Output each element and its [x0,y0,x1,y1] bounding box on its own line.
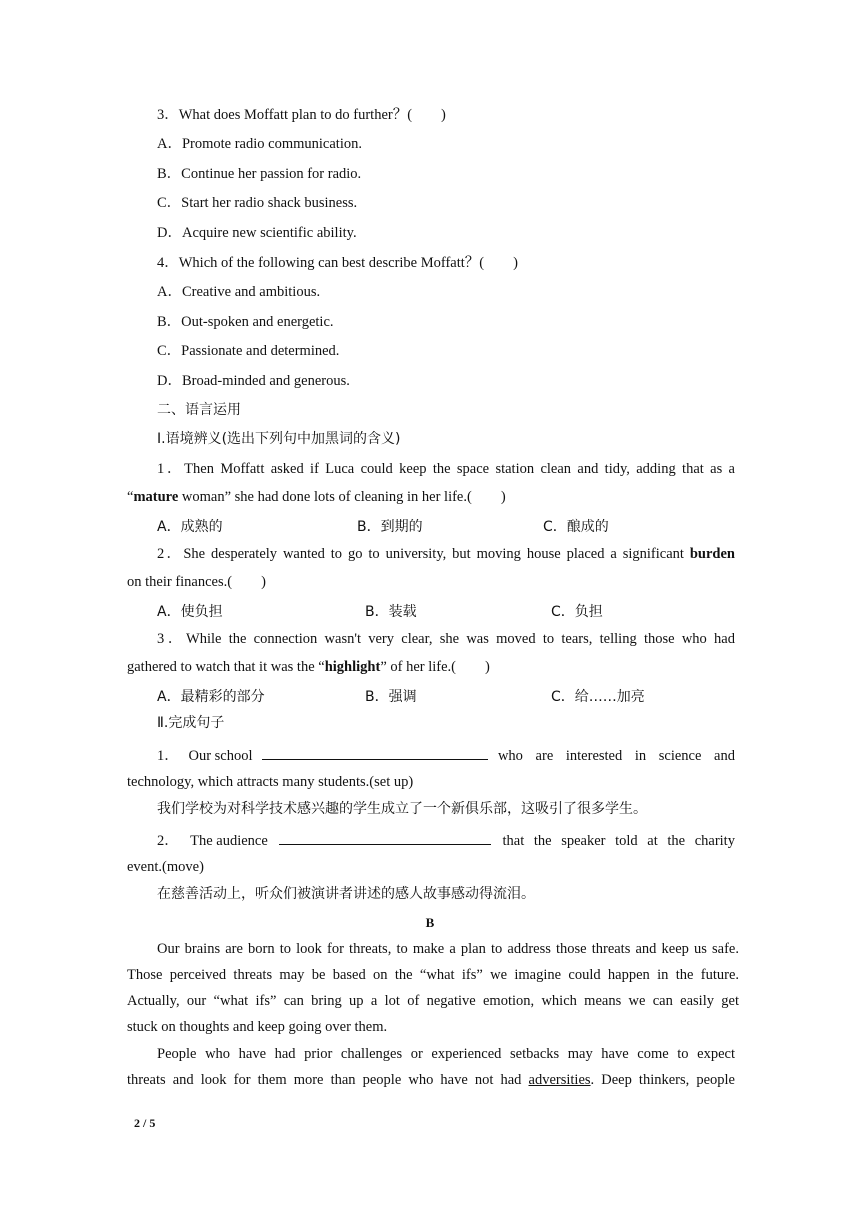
sentence1-number: 1． [157,748,179,764]
item2-line2: on their finances.( ) [127,574,266,590]
item3-line2: gathered to watch that it was the “highlight” of her life.( ) [127,659,490,675]
item3-option-b: B．强调 [365,689,417,705]
sentence1-suffix: who are interested in science and [497,748,735,764]
sentence2-number: 2． [157,833,179,849]
sentence2-suffix: that the speaker told at the charity [502,833,735,849]
sentence1-line2: technology, which attracts many students.(set up) [127,774,414,790]
q4-option-d: D．Broad-minded and generous. [157,373,350,389]
item2-option-c: C．负担 [551,604,603,620]
sentence2-blank[interactable] [279,832,491,845]
passage-b-p2-line2: threats and look for them more than people who have not had adversities. Deep thinkers, people [127,1072,735,1088]
sentence1-blank[interactable] [262,747,488,760]
sentence1-line1 [157,747,735,764]
sentence2-line1 [157,832,735,849]
item3-option-a: A．最精彩的部分 [157,689,265,705]
page-number: 2 / 5 [134,1116,156,1130]
underlined-word-adversities: adversities [528,1072,591,1088]
item1-line2: “mature woman” she had done lots of cleaning in her life.( ) [127,489,506,505]
q4-option-b: B．Out-spoken and energetic. [157,314,334,330]
q3-option-c: C．Start her radio shack business. [157,195,358,211]
part2-title: Ⅱ.完成句子 [157,715,225,731]
passage-b-p1-line4: stuck on thoughts and keep going over them. [127,1019,388,1035]
sentence1-chinese: 我们学校为对科学技术感兴趣的学生成立了一个新俱乐部，这吸引了很多学生。 [157,801,647,817]
section-title: 二、语言运用 [157,402,241,418]
item1-option-c: C．酿成的 [543,519,609,535]
item1-option-b: B．到期的 [357,519,423,535]
passage-b-p1-line2: Those perceived threats may be based on the “what ifs” we imagine could happen in the future. [127,967,739,983]
sentence1-prefix: Our school [188,748,253,764]
passage-b-title: B [425,915,435,930]
item2-options [0,601,860,619]
item2-line1: 2．She desperately wanted to go to university, but moving house placed a significant burden [157,546,735,562]
q3-option-b: B．Continue her passion for radio. [157,166,362,182]
q4-option-a: A．Creative and ambitious. [157,284,321,300]
passage-b-p1-line1: Our brains are born to look for threats, to make a plan to address those threats and keep us safe. [157,941,739,957]
item1-option-a: A．成熟的 [157,519,223,535]
item3-option-c: C．给……加亮 [551,689,645,705]
sentence2-chinese: 在慈善活动上，听众们被演讲者讲述的感人故事感动得流泪。 [157,886,535,902]
item2-option-b: B．装载 [365,604,417,620]
item2-option-a: A．使负担 [157,604,223,620]
q3-option-d: D．Acquire new scientific ability. [157,225,357,241]
sentence2-prefix: The audience [190,833,268,849]
bold-word-highlight: highlight [324,659,381,675]
item1-options [0,516,860,534]
item3-options [0,686,860,704]
item1-line1: 1．Then Moffatt asked if Luca could keep the space station clean and tidy, adding that as a [157,461,735,477]
passage-b-p2-line1: People who have had prior challenges or experienced setbacks may have come to expect [157,1046,735,1062]
question-3-stem: 3．What does Moffatt plan to do further？( ) [157,107,446,123]
q4-option-c: C．Passionate and determined. [157,343,340,359]
question-4-stem: 4．Which of the following can best describe Moffatt？( ) [157,255,518,271]
part1-title: Ⅰ.语境辨义(选出下列句中加黑词的含义) [157,431,401,447]
q3-option-a: A．Promote radio communication. [157,136,362,152]
passage-b-p1-line3: Actually, our “what ifs” can bring up a lot of negative emotion, which means we can easily get [127,993,739,1009]
sentence2-line2: event.(move) [127,859,204,875]
item3-line1: 3．While the connection wasn't very clear, she was moved to tears, telling those who had [157,631,735,647]
bold-word-mature: mature [133,489,179,505]
bold-word-burden: burden [689,546,735,562]
